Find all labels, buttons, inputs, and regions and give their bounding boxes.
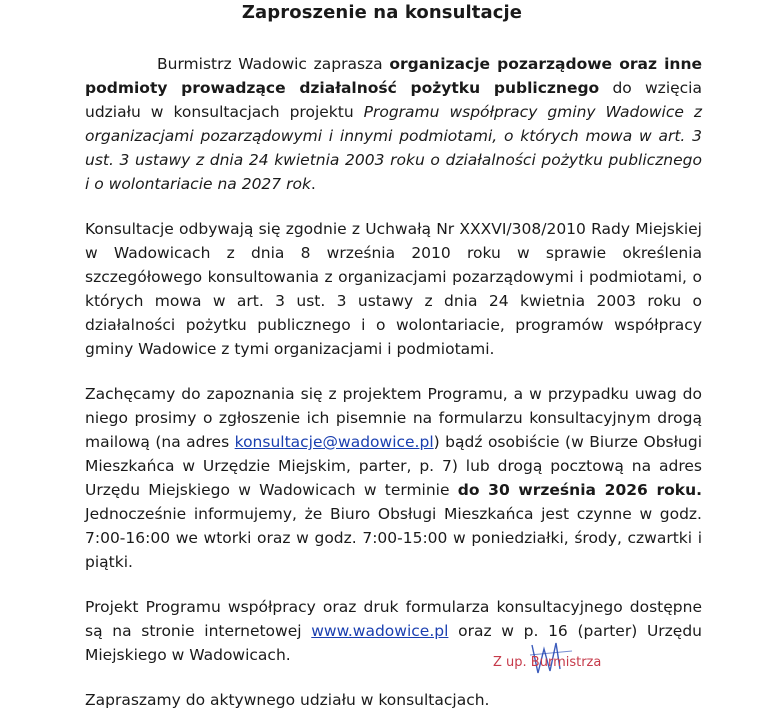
invitation-text-2: do wzięcia udziału w konsultacjach projektu — [85, 79, 702, 121]
email-link[interactable]: konsultacje@wadowice.pl — [234, 433, 434, 451]
deadline-text: do 30 września 2026 roku. — [457, 481, 703, 499]
invitation-text-1: Burmistrz Wadowic zaprasza — [157, 55, 390, 73]
website-link[interactable]: www.wadowice.pl — [311, 622, 449, 640]
paragraph-legal-basis: Konsultacje odbywają się zgodnie z Uchwałą Nr XXXVI/308/2010 Rady Miejskiej w Wadowicach z dnia 8 września 2010 roku w sprawie określenia szczegółowego konsultowania z organizacjami pozarządowymi i podmiotami, o których mowa w art. 3 ust. 3 ustawy z dnia 24 kwietnia 2003 roku o działalności pożytku publicznego i o wolontariacie, programów współpracy gminy Wadowice z tymi organizacjami i podmiotami. — [85, 220, 702, 358]
invitation-addressees: organizacje pozarządowe oraz inne podmioty prowadzące działalność pożytku publicznego — [85, 55, 702, 97]
signature-stamp: Z up. Burmistrza — [493, 655, 602, 670]
submission-text-2: ) bądź osobiście (w Biurze Obsługi Mieszkańca w Urzędzie Miejskim, parter, p. 7) lub drogą pocztową na adres Urzędu Miejskiego w Wadowicach w terminie — [85, 433, 702, 499]
invitation-text-3: . — [310, 175, 316, 193]
paragraph-invitation — [85, 52, 702, 196]
availability-text-1: Projekt Programu współpracy oraz druk formularza konsultacyjnego dostępne są na stronie internetowej — [85, 598, 702, 640]
program-title: Programu współpracy gminy Wadowice z organizacjami pozarządowymi i innymi podmiotami, o których mowa w art. 3 ust. 3 ustawy z dnia 24 kwietnia 2003 roku o działalności pożytku publicznego i o wolontariacie na 2027 rok — [85, 103, 702, 193]
submission-text-3: Jednocześnie informujemy, że Biuro Obsługi Mieszkańca jest czynne w godz. 7:00-16:00 we wtorki oraz w godz. 7:00-15:00 w poniedziałki, środy, czwartki i piątki. — [85, 505, 702, 571]
paragraph-availability — [85, 595, 702, 667]
paragraph-submission — [85, 382, 702, 574]
paragraph-closing: Zapraszamy do aktywnego udziału w konsultacjach. — [85, 691, 490, 709]
document-body — [85, 52, 702, 712]
submission-text-1: Zachęcamy do zapoznania się z projektem Programu, a w przypadku uwag do niego prosimy o zgłoszenie ich pisemnie na formularzu konsultacyjnym drogą mailową (na adres — [85, 385, 702, 451]
availability-text-2: oraz w p. 16 (parter) Urzędu Miejskiego w Wadowicach. — [85, 622, 702, 664]
document-title: Zaproszenie na konsultacje — [241, 2, 523, 23]
